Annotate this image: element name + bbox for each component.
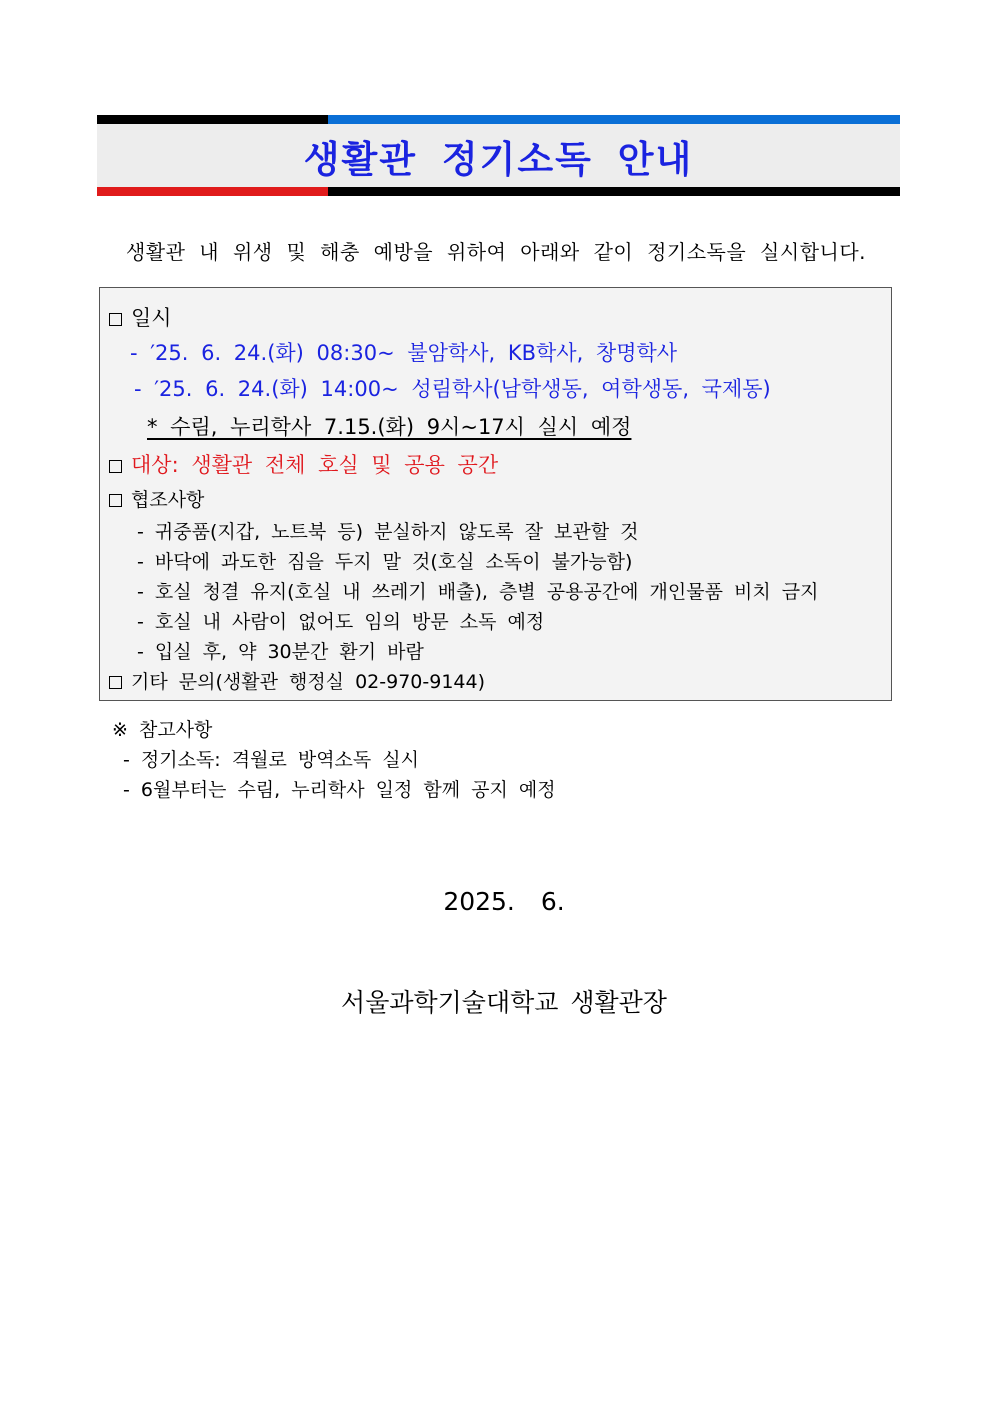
banner-bottom-right-segment bbox=[328, 187, 900, 196]
target-label: 대상: 생활관 전체 호실 및 공용 공간 bbox=[131, 453, 499, 477]
schedule-heading bbox=[109, 302, 172, 332]
contact-label: 기타 문의(생활관 행정실 02-970-9144) bbox=[131, 671, 485, 693]
target-line bbox=[109, 449, 498, 479]
signer: 서울과학기술대학교 생활관장 bbox=[341, 988, 667, 1017]
schedule-line-2: - ′25. 6. 24.(화) 14:00~ 성림학사(남학생동, 여학생동, 국제동) bbox=[134, 377, 771, 401]
cooperation-item: - 귀중품(지갑, 노트북 등) 분실하지 않도록 잘 보관할 것 bbox=[137, 521, 639, 543]
cooperation-heading-label: 협조사항 bbox=[131, 489, 205, 511]
contact-line bbox=[109, 667, 485, 694]
checkbox-square-icon bbox=[109, 676, 122, 689]
checkbox-square-icon bbox=[109, 313, 122, 326]
cooperation-item: - 호실 청결 유지(호실 내 쓰레기 배출), 층별 공용공간에 개인물품 비치 금지 bbox=[137, 581, 819, 603]
cooperation-item: - 입실 후, 약 30분간 환기 바람 bbox=[137, 641, 424, 663]
banner-top-right-segment bbox=[328, 115, 900, 124]
banner-bottom-left-segment bbox=[97, 187, 328, 196]
reference-heading: ※ 참고사항 bbox=[112, 719, 213, 741]
cooperation-item: - 호실 내 사람이 없어도 임의 방문 소독 예정 bbox=[137, 611, 545, 633]
checkbox-square-icon bbox=[109, 494, 122, 507]
banner-top-stripe bbox=[97, 115, 900, 124]
issue-date: 2025. 6. bbox=[443, 887, 565, 916]
info-box bbox=[99, 287, 892, 701]
banner-title-area bbox=[97, 124, 900, 187]
schedule-note: * 수림, 누리학사 7.15.(화) 9시~17시 실시 예정 bbox=[147, 415, 632, 439]
cooperation-heading bbox=[109, 485, 204, 512]
cooperation-item: - 바닥에 과도한 짐을 두지 말 것(호실 소독이 불가능함) bbox=[137, 551, 633, 573]
banner-bottom-stripe bbox=[97, 187, 900, 196]
intro-text: 생활관 내 위생 및 해충 예방을 위하여 아래와 같이 정기소독을 실시합니다. bbox=[125, 240, 867, 264]
banner-top-left-segment bbox=[97, 115, 328, 124]
title-banner bbox=[97, 115, 900, 196]
schedule-line-1: - ′25. 6. 24.(화) 08:30~ 불암학사, KB학사, 창명학사 bbox=[130, 341, 678, 365]
page-title: 생활관 정기소독 안내 bbox=[303, 137, 694, 181]
checkbox-square-icon bbox=[109, 460, 122, 473]
reference-item: - 6월부터는 수림, 누리학사 일정 함께 공지 예정 bbox=[123, 779, 556, 801]
schedule-heading-label: 일시 bbox=[131, 306, 172, 330]
reference-item: - 정기소독: 격월로 방역소독 실시 bbox=[123, 749, 420, 771]
